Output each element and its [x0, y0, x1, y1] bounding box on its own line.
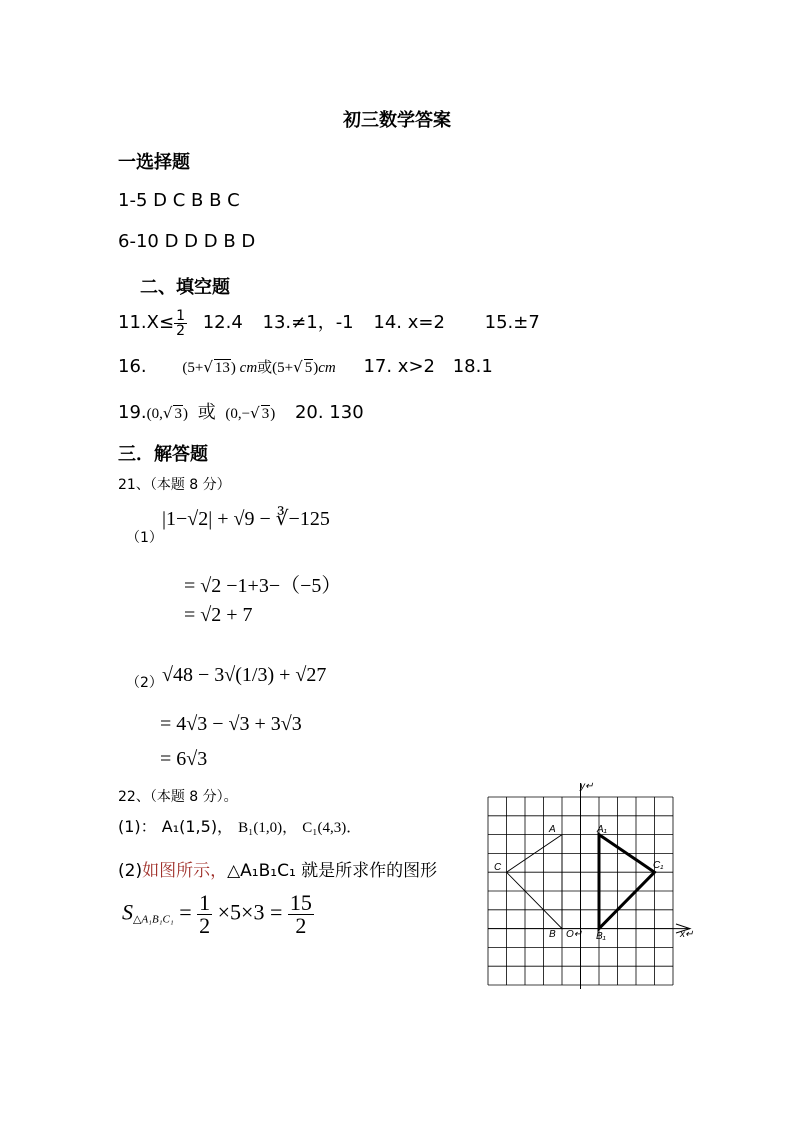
triangle-abc — [507, 835, 563, 929]
area-fraction-2 — [288, 892, 314, 937]
page-title: 初三数学答案 — [343, 110, 451, 131]
q19-answer-b — [225, 406, 275, 422]
point-b1-label: B₁ — [596, 931, 606, 942]
area-fraction-1 — [197, 892, 212, 937]
q17-answer: 17. x>2 — [363, 356, 435, 377]
q22-area-formula — [122, 892, 314, 937]
section-heading-solve: 三．解答题 — [118, 444, 208, 465]
q11-fraction — [174, 309, 187, 338]
point-c-label: C — [494, 862, 502, 873]
triangle-a1b1c1 — [599, 835, 655, 929]
q21-title: 21、（本题 8 分） — [118, 477, 231, 493]
point-a-label: A — [549, 824, 556, 835]
q21-part1-step2: = √2 + 7 — [184, 604, 253, 626]
q21-part1-label: （1） — [126, 530, 163, 546]
q16-or: 或 — [257, 360, 273, 376]
area-equals: = — [179, 899, 192, 925]
area-f2-num: 15 — [289, 890, 312, 915]
coordinate-grid-figure — [480, 775, 700, 990]
q19-or: 或 — [197, 402, 216, 423]
q19-b-open: (0,− — [225, 406, 251, 422]
q16-a-open: (5+ — [182, 360, 204, 376]
q16-a-close: ) — [230, 360, 236, 376]
point-b-label: B — [549, 929, 556, 940]
q22-point-b1: B₁(1,0)， — [238, 820, 298, 836]
q22-point-a1: A₁(1,5)， — [161, 817, 234, 836]
fill-row-11-15 — [118, 308, 540, 338]
q15-answer: 15.±7 — [484, 312, 540, 333]
sqrt-sign: √ — [293, 358, 303, 376]
q19-answer-a — [147, 406, 188, 422]
q22-point-c1: C₁(4,3)． — [302, 820, 362, 836]
q14-answer: 14. x=2 — [373, 312, 445, 333]
origin-label: O↵ — [566, 929, 583, 940]
area-f1-num: 1 — [199, 890, 211, 915]
q16-b-close: ) — [313, 360, 319, 376]
section-heading-fill: 二、填空题 — [140, 277, 230, 298]
q19-b-close: ) — [270, 406, 276, 422]
q19-a-close: ) — [182, 406, 188, 422]
area-symbol: S — [122, 899, 133, 925]
x-axis-label: x↵ — [680, 929, 694, 940]
area-f2-den: 2 — [295, 913, 307, 938]
q22-part2-label: (2) — [118, 861, 143, 881]
q16-unit-2: cm — [318, 360, 336, 376]
sqrt-sign: √ — [250, 404, 260, 422]
q22-part1-label: (1)： — [118, 817, 157, 836]
section-heading-choice: 一选择题 — [118, 152, 190, 173]
q11-label: 11. — [118, 312, 147, 333]
q21-part2-expression: √48 − 3√(1/3) + √27 — [162, 664, 327, 686]
q19-label: 19. — [118, 402, 147, 423]
q22-part2-rest: △A₁B₁C₁ 就是所求作的图形 — [227, 861, 438, 881]
q22-part2-text: 如图所示， — [142, 861, 228, 881]
q22-part2 — [118, 856, 437, 881]
q22-part1 — [118, 814, 361, 837]
area-f1-den: 2 — [199, 913, 211, 938]
q20-answer: 20. 130 — [294, 402, 364, 423]
q12-answer: 12.4 — [202, 312, 243, 333]
area-middle: ×5×3 = — [217, 899, 283, 925]
q19-a-radicand: 3 — [174, 406, 182, 422]
y-axis-label: y↵ — [580, 781, 594, 792]
q16-unit-1: cm — [239, 360, 258, 376]
point-a1-label: A₁ — [597, 824, 607, 835]
sqrt-sign: √ — [203, 358, 213, 376]
q16-answer — [182, 360, 335, 376]
q22-title: 22、（本题 8 分）。 — [118, 789, 238, 805]
q13-answer: 13.≠1，-1 — [262, 312, 354, 333]
q21-part2-step2: = 6√3 — [160, 748, 208, 770]
q11-den: 2 — [176, 322, 185, 339]
area-subscript: △A₁B₁C₁ — [133, 913, 174, 926]
q21-part1-step1: = √2 −1+3−（−5） — [184, 575, 342, 597]
q16-b-open: (5+ — [272, 360, 294, 376]
q21-part1-expression: |1−√2| + √9 − ∛−125 — [162, 508, 330, 530]
q21-part2-step1: = 4√3 − √3 + 3√3 — [160, 713, 302, 735]
q19-b-radicand: 3 — [261, 406, 270, 422]
q16-b-radicand: 5 — [304, 360, 313, 376]
fill-row-16-18 — [118, 356, 493, 377]
q16-label: 16. — [118, 356, 147, 377]
answer-line-6-10: 6-10 D D D B D — [118, 231, 256, 252]
q11-num: 1 — [176, 307, 185, 324]
q19-a-open: (0, — [146, 406, 163, 422]
q18-answer: 18.1 — [452, 356, 493, 377]
point-c1-label: C₁ — [653, 860, 664, 871]
fill-row-19-20 — [118, 398, 364, 424]
sqrt-sign: √ — [162, 404, 173, 422]
q21-part2-label: （2） — [126, 675, 163, 691]
q16-a-radicand: 13 — [214, 360, 230, 376]
q11-expr: X≤ — [146, 312, 175, 333]
answer-line-1-5: 1-5 D C B B C — [118, 190, 240, 211]
